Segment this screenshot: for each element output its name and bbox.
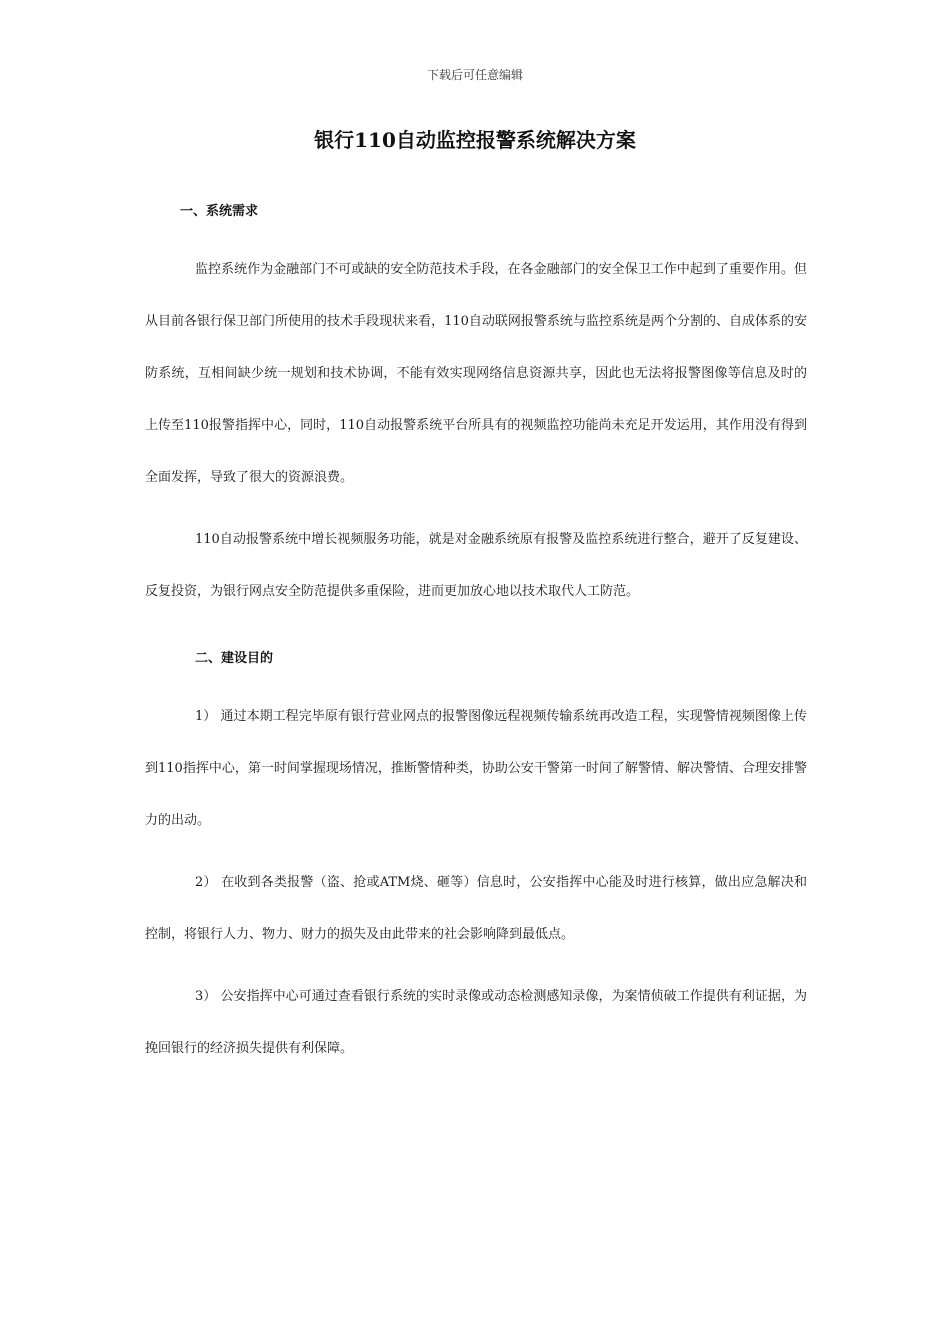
document-title: 银行110自动监控报警系统解决方案 (314, 128, 636, 152)
paragraph-requirements-1: 监控系统作为金融部门不可或缺的安全防范技术手段，在各金融部门的安全保卫工作中起到了重要作用。但从目前各银行保卫部门所使用的技术手段现状来看，110自动联网报警系统与监控系统是两个分割的、自成体系的安防系统，互相间缺少统一规划和技术协调，不能有效实现网络信息资源共享，因此也无法将报警图像等信息及时的上传至110报警指挥中心，同时，110自动报警系统平台所具有的视频监控功能尚未充足开发运用，其作用没有得到全面发挥，导致了很大的资源浪费。 (145, 262, 807, 485)
paragraph-requirements-2: 110自动报警系统中增长视频服务功能，就是对金融系统原有报警及监控系统进行整合，避开了反复建设、反复投资，为银行网点安全防范提供多重保险，进而更加放心地以技术取代人工防范。 (145, 532, 807, 599)
paragraph-objective-3: 3） 公安指挥中心可通过查看银行系统的实时录像或动态检测感知录像，为案情侦破工作提供有利证据，为挽回银行的经济损失提供有利保障。 (145, 989, 807, 1056)
paragraph-objective-2: 2） 在收到各类报警（盗、抢或ATM烧、砸等）信息时，公安指挥中心能及时进行核算，做出应急解决和控制，将银行人力、物力、财力的损失及由此带来的社会影响降到最低点。 (145, 875, 807, 942)
header-note: 下载后可任意编辑 (426, 68, 523, 82)
section-heading-objectives: 二、建设目的 (195, 651, 274, 666)
paragraph-objective-1: 1） 通过本期工程完毕原有银行营业网点的报警图像远程视频传输系统再改造工程，实现警情视频图像上传到110指挥中心，第一时间掌握现场情况，推断警情种类，协助公安干警第一时间了解警情、解决警情、合理安排警力的出动。 (145, 709, 807, 828)
section-heading-requirements: 一、系统需求 (180, 204, 259, 219)
